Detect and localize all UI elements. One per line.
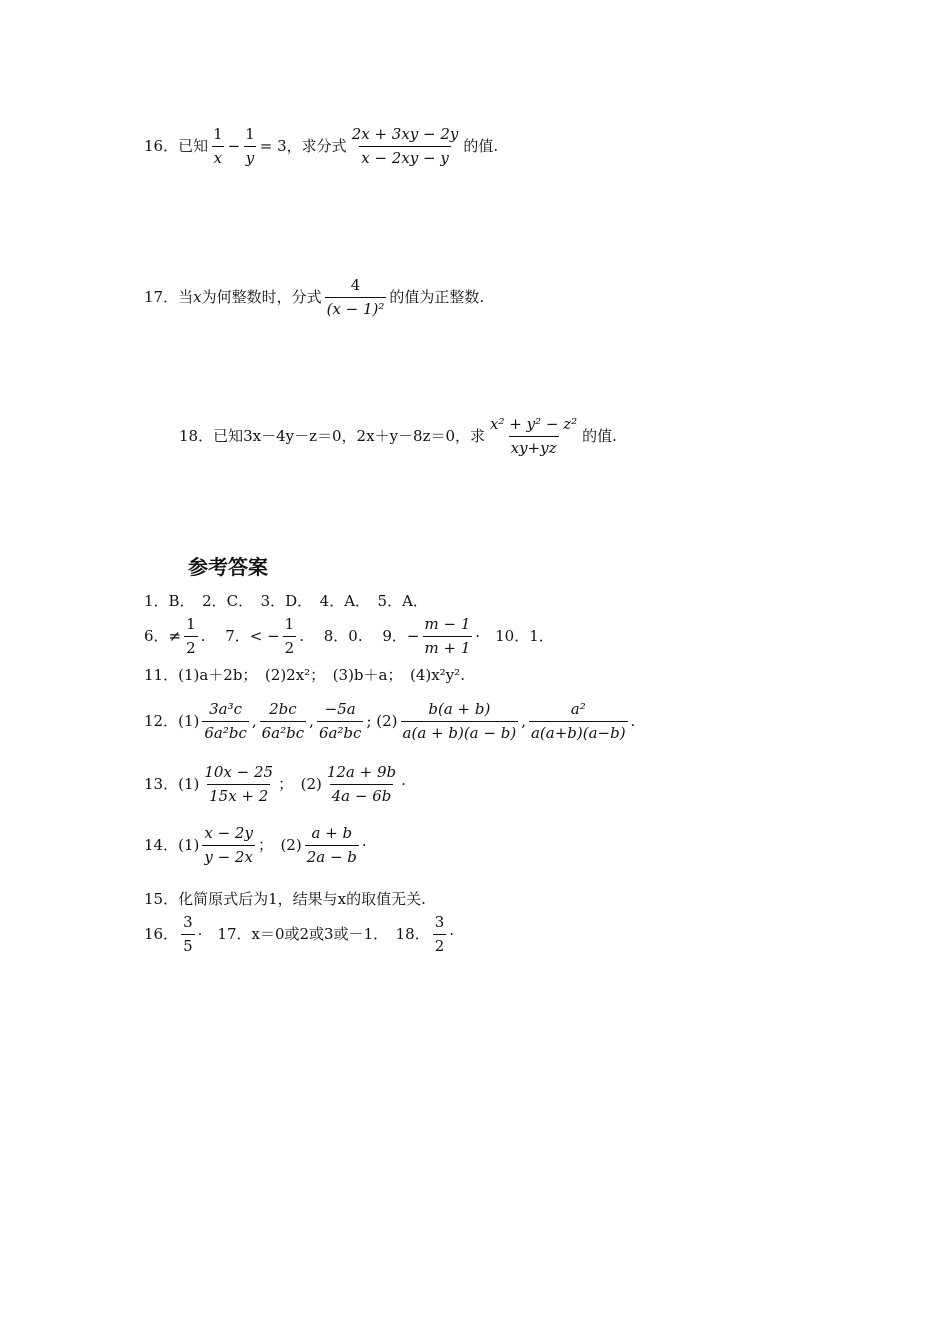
a12-fraction-1-numerator: 3a³c [209,700,243,718]
a16-fraction-numerator: 3 [183,913,193,931]
a12-fraction-2-denominator: 6a²bc [260,721,307,741]
answer-15: 15．化简原式后为1，结果与x的取值无关. [144,890,426,908]
a12-fraction-4 [401,702,519,741]
a6-part-4: · 10．1． [475,627,554,645]
q17-text-2: 为何整数时，分式 [201,288,322,306]
a12-fraction-4-denominator: a(a + b)(a − b) [401,721,519,741]
a16-part-1: 16． [144,925,179,943]
a12-part-3: . [630,712,636,730]
a6-fraction-1-numerator: 1 [186,615,196,633]
a12-fraction-3 [317,702,364,741]
a18-fraction-numerator: 3 [434,913,445,931]
q18-text-1: 已知3x－4y－z＝0，2x＋y－8z＝0，求 [213,427,486,445]
a14-fraction-1-denominator: y − 2x [202,845,255,865]
a18-fraction [433,915,447,954]
question-16 [144,127,498,166]
q17-fraction [325,278,387,317]
q16-fraction-2 [243,127,257,166]
a12-part-2: ; (2) [366,712,398,730]
a6-fraction-1-denominator: 2 [184,636,198,656]
q16-fraction-2-denominator: y [244,146,256,166]
a7-fraction-denominator: 2 [283,636,297,656]
a12-fraction-2 [260,702,307,741]
q16-minus: − [227,137,241,155]
q16-equals: = 3 [259,137,287,155]
q17-number: 17． [144,288,179,306]
answer-12 [144,702,635,741]
q17-variable: x [193,288,202,306]
q17-text-3: 的值为正整数. [389,288,485,306]
q16-fraction-2-numerator: 1 [245,125,255,143]
q16-number: 16． [144,137,179,155]
a16-fraction [181,915,195,954]
a12-fraction-2-numerator: 2bc [269,700,297,718]
a13-fraction-1 [202,765,275,804]
a13-fraction-2-denominator: 4a − 6b [330,784,394,804]
q16-fraction-1-denominator: x [212,146,224,166]
a14-fraction-2 [305,826,359,865]
a12-fraction-1-denominator: 6a²bc [202,721,249,741]
answers-6-10 [144,617,554,656]
answers-16-18 [144,915,454,954]
q18-number: 18． [179,427,214,445]
a13-part-2: ； (2) [278,775,322,793]
a7-fraction-numerator: 1 [284,615,295,633]
a14-fraction-1-numerator: x − 2y [204,824,253,842]
q18-text-3: 的值. [582,427,617,445]
a13-part-3: · [401,775,406,793]
a13-fraction-1-denominator: 15x + 2 [207,784,270,804]
a12-fraction-3-numerator: −5a [324,700,356,718]
q18-fraction-denominator: xy+yz [509,436,559,456]
a6-part-2: . 7．< − [200,627,280,645]
a12-fraction-5 [529,702,628,741]
a6-part-1: 6．≠ [144,627,182,645]
a12-part-1: 12．(1) [144,712,200,730]
a14-fraction-2-denominator: 2a − b [305,845,359,865]
a14-fraction-1 [202,826,255,865]
q16-fraction-3 [350,127,461,166]
a12-comma-1: , [251,712,257,730]
a14-part-3: · [361,836,367,854]
a12-fraction-5-numerator: a² [570,700,586,718]
q17-text-1: 当 [178,288,194,306]
a12-comma-2: , [309,712,314,730]
a9-fraction-denominator: m + 1 [423,636,473,656]
a9-fraction [423,617,473,656]
a12-comma-3: , [521,712,526,730]
a9-fraction-numerator: m − 1 [424,615,471,633]
a13-fraction-2-numerator: 12a + 9b [326,763,397,781]
answer-13 [144,765,406,804]
answers-heading: 参考答案 [188,555,268,579]
a12-fraction-3-denominator: 6a²bc [317,721,364,741]
q18-fraction-numerator: x² + y² − z² [490,415,578,433]
q17-fraction-numerator: 4 [350,276,361,294]
a16-part-3: · [449,925,455,943]
a13-part-1: 13．(1) [144,775,200,793]
a13-fraction-2 [325,765,398,804]
a14-part-1: 14．(1) [144,836,200,854]
q16-fraction-3-denominator: x − 2xy − y [359,146,451,166]
a18-fraction-denominator: 2 [433,934,447,954]
a16-part-2: · 17．x＝0或2或3或－1． 18． [197,925,430,943]
q16-fraction-3-numerator: 2x + 3xy − 2y [351,125,459,143]
a7-fraction [283,617,297,656]
q16-text-1: 已知 [178,137,209,155]
answers-1-5: 1．B． 2．C． 3．D． 4．A． 5．A． [144,592,428,610]
q16-fraction-1-numerator: 1 [213,125,223,143]
a12-fraction-1 [202,702,249,741]
answer-11: 11．(1)a＋2b； (2)2x²； (3)b＋a； (4)x²y². [144,666,465,684]
q16-fraction-1 [211,127,225,166]
answer-14 [144,826,367,865]
a13-fraction-1-numerator: 10x − 25 [204,763,274,781]
q18-fraction [488,417,579,456]
a6-fraction-1 [184,617,198,656]
question-18 [179,417,617,456]
a14-part-2: ； (2) [257,836,302,854]
a14-fraction-2-numerator: a + b [311,824,353,842]
a12-fraction-4-numerator: b(a + b) [428,700,491,718]
q16-text-3: 的值. [463,137,499,155]
q16-text-2: ，求分式 [286,137,347,155]
a6-part-3: . 8．0. 9．− [299,627,420,645]
a12-fraction-5-denominator: a(a+b)(a−b) [529,721,628,741]
q17-fraction-denominator: (x − 1)² [325,297,387,317]
a16-fraction-denominator: 5 [181,934,195,954]
question-17 [144,278,484,317]
